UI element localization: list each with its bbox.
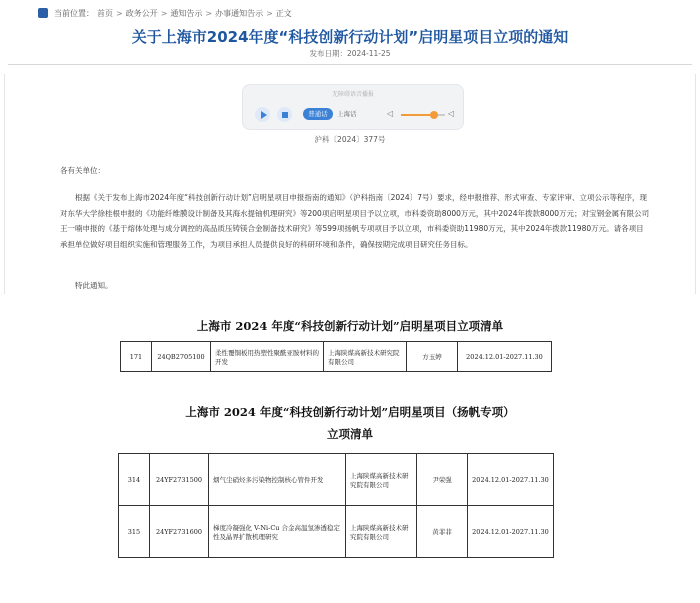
breadcrumb: 当前位置： 首页 > 政务公开 > 通知告示 > 办事通知告示 > 正文: [38, 5, 292, 21]
stop-icon: [282, 112, 288, 118]
project-period: 2024.12.01-2027.11.30: [458, 342, 552, 372]
play-button[interactable]: [255, 107, 270, 122]
list2-table: [118, 453, 554, 558]
project-leader: 方玉婷: [407, 342, 458, 372]
stop-button[interactable]: [277, 107, 292, 122]
page-title: 关于上海市2024年度“科技创新行动计划”启明星项目立项的通知: [131, 28, 569, 46]
content-border-right: [695, 74, 696, 294]
project-code: 24QB2705100: [152, 342, 211, 372]
voice-shanghainese-button[interactable]: 上海话: [337, 110, 357, 118]
volume-knob[interactable]: [430, 111, 438, 119]
divider: [8, 64, 692, 65]
breadcrumb-current: 正文: [275, 8, 292, 18]
breadcrumb-home[interactable]: 首页: [97, 8, 113, 18]
content-border-left: [4, 74, 5, 294]
breadcrumb-notices[interactable]: 通知告示: [170, 8, 203, 18]
project-name: 柔性覆铜板用热塑性聚酰亚胺材料的开发: [211, 342, 324, 372]
volume-up-icon[interactable]: ◁: [448, 109, 455, 118]
audio-player: [242, 84, 464, 130]
project-period: 2024.12.01-2027.11.30: [468, 506, 554, 558]
project-name: 梯度冷凝强化 V-Ni-Cu 合金高温氢渗透稳定性及晶界扩散机理研究: [209, 506, 346, 558]
project-code: 24YF2731600: [150, 506, 209, 558]
project-leader: 黄菲菲: [417, 506, 468, 558]
list2-title-line1: 上海市 2024 年度“科技创新行动计划”启明星项目（扬帆专项）: [185, 405, 515, 419]
breadcrumb-label: 当前位置：: [54, 8, 94, 18]
volume-slider[interactable]: [401, 114, 445, 116]
document-number: 沪科〔2024〕377号: [314, 135, 386, 144]
project-period: 2024.12.01-2027.11.30: [468, 454, 554, 506]
project-name: 烟气尘硝烃多污染物控制核心管件开发: [209, 454, 346, 506]
project-org: 上海陕煤高新技术研究院有限公司: [346, 506, 417, 558]
player-hint: 无障碍语音播报: [331, 91, 374, 98]
project-code: 24YF2731500: [150, 454, 209, 506]
project-org: 上海陕煤高新技术研究院有限公司: [324, 342, 407, 372]
table-row: [121, 342, 552, 372]
table-row: [119, 454, 554, 506]
play-icon: [261, 111, 267, 119]
breadcrumb-service-notices[interactable]: 办事通知告示: [215, 8, 264, 18]
location-icon: [38, 8, 48, 18]
list2-title-line2: 立项清单: [327, 427, 373, 441]
body-paragraph: 根据《关于发布上海市2024年度“科技创新行动计划”启明星项目申报指南的通知》（沪科指南〔2024〕7号）要求，经申报推荐、形式审查、专家评审、立项公示等程序，现对东华大学徐桂根申报的《功能纤维膜设计制备及其海水提铀机理研究》等200项启明星项目予以立项，市科委资助8000万元，其中2024年拨款8000万元；对宝钢金属有限公司王一喃申报的《基于熔体处理与成分调控的高品质压铸镁合金制备技术研究》等599项扬帆专项项目予以立项，市科委资助11980万元，其中2024年拨款11980万元。请各项目承担单位做好项目组织实施和管理服务工作，为项目承担人员提供良好的科研环境和条件，确保按期完成项目研究任务目标。: [60, 193, 650, 249]
row-number: 171: [121, 342, 152, 372]
row-number: 314: [119, 454, 150, 506]
table-row: [119, 506, 554, 558]
project-leader: 尹荣强: [417, 454, 468, 506]
project-org: 上海陕煤高新技术研究院有限公司: [346, 454, 417, 506]
voice-mandarin-button[interactable]: 普通话: [303, 108, 333, 120]
row-number: 315: [119, 506, 150, 558]
publish-date: 发布日期：2024-11-25: [309, 49, 391, 58]
closing-text: 特此通知。: [75, 281, 113, 290]
volume-down-icon[interactable]: ◁: [387, 109, 394, 118]
list1-table: [120, 341, 552, 372]
greeting: 各有关单位：: [60, 166, 105, 175]
breadcrumb-gov-open[interactable]: 政务公开: [125, 8, 158, 18]
list1-title: 上海市 2024 年度“科技创新行动计划”启明星项目立项清单: [196, 319, 504, 333]
